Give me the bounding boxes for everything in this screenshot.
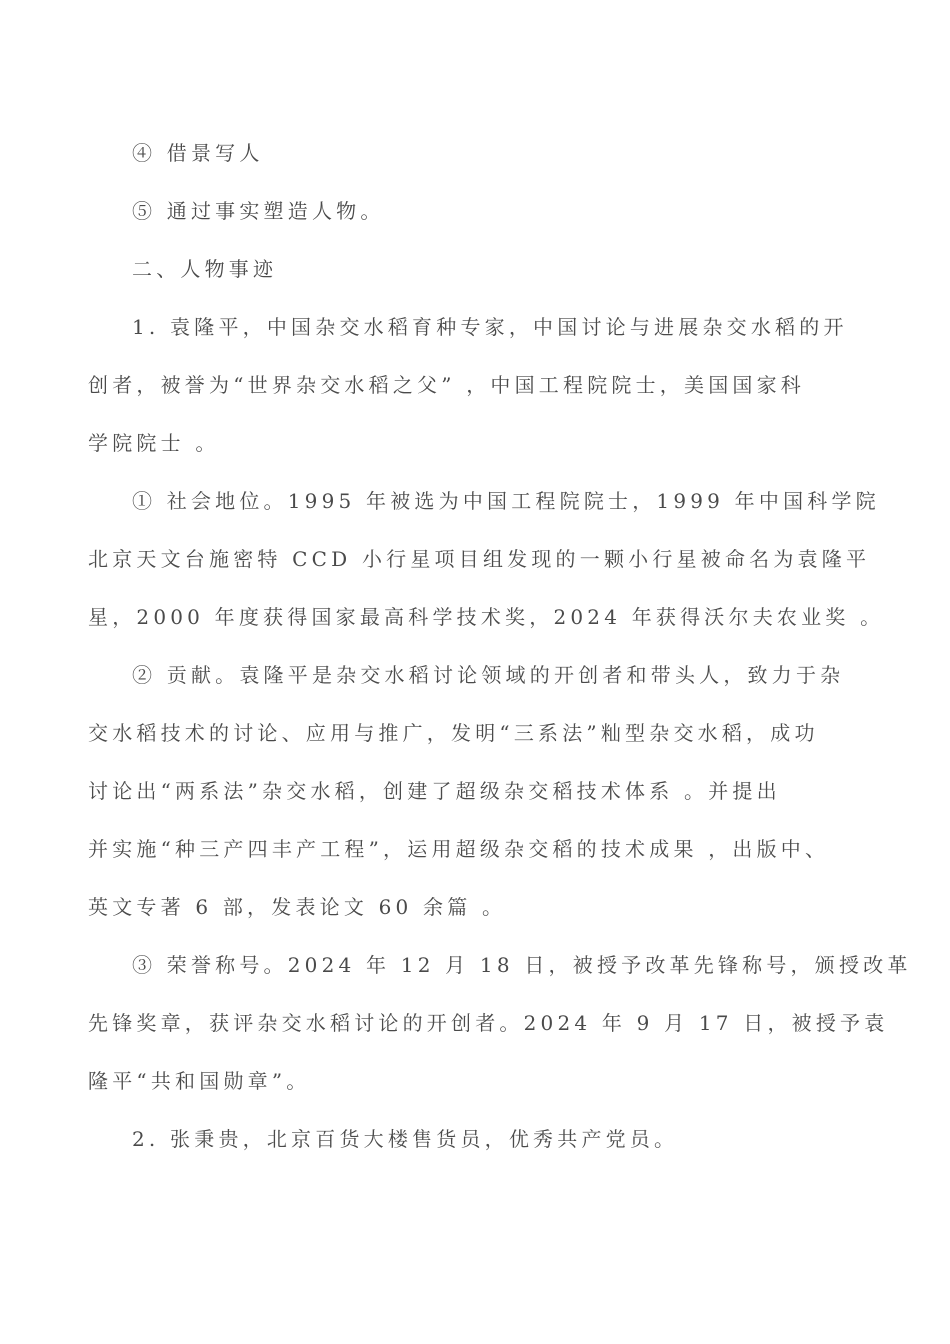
paragraph-line: ③ 荣誉称号。2024 年 12 月 18 日，被授予改革先锋称号，颁授改革	[132, 953, 912, 977]
paragraph-line: 2. 张秉贵，北京百货大楼售货员，优秀共产党员。	[132, 1127, 679, 1151]
paragraph-line: 创者，被誉为“世界杂交水稻之父” ，中国工程院院士，美国国家科	[88, 373, 806, 397]
paragraph-line: 英文专著 6 部，发表论文 60 余篇 。	[88, 895, 507, 919]
list-item-shape-character: ⑤ 通过事实塑造人物。	[132, 199, 385, 223]
paragraph-line: 星，2000 年度获得国家最高科学技术奖，2024 年获得沃尔夫农业奖 。	[88, 605, 885, 629]
document-body	[88, 124, 912, 1168]
paragraph-line: 先锋奖章，获评杂交水稻讨论的开创者。2024 年 9 月 17 日，被授予袁	[88, 1011, 889, 1035]
paragraph-line: 讨论出“两系法”杂交水稻，创建了超级杂交稻技术体系 。并提出	[88, 779, 781, 803]
paragraph-line: 隆平“共和国勋章”。	[88, 1069, 311, 1093]
paragraph-line: 1. 袁隆平，中国杂交水稻育种专家，中国讨论与进展杂交水稻的开	[132, 315, 848, 339]
paragraph-line: ① 社会地位。1995 年被选为中国工程院院士，1999 年中国科学院	[132, 489, 880, 513]
paragraph-line: ② 贡献。袁隆平是杂交水稻讨论领域的开创者和带头人，致力于杂	[132, 663, 845, 687]
paragraph-line: 北京天文台施密特 CCD 小行星项目组发现的一颗小行星被命名为袁隆平	[88, 547, 871, 571]
paragraph-line: 交水稻技术的讨论、应用与推广，发明“三系法”籼型杂交水稻，成功	[88, 721, 819, 745]
section-heading: 二、人物事迹	[132, 257, 278, 281]
paragraph-line: 学院院士 。	[88, 431, 220, 455]
list-item-borrow-scene: ④ 借景写人	[132, 141, 264, 165]
paragraph-line: 并实施“种三产四丰产工程”，运用超级杂交稻的技术成果 ，出版中、	[88, 837, 830, 861]
